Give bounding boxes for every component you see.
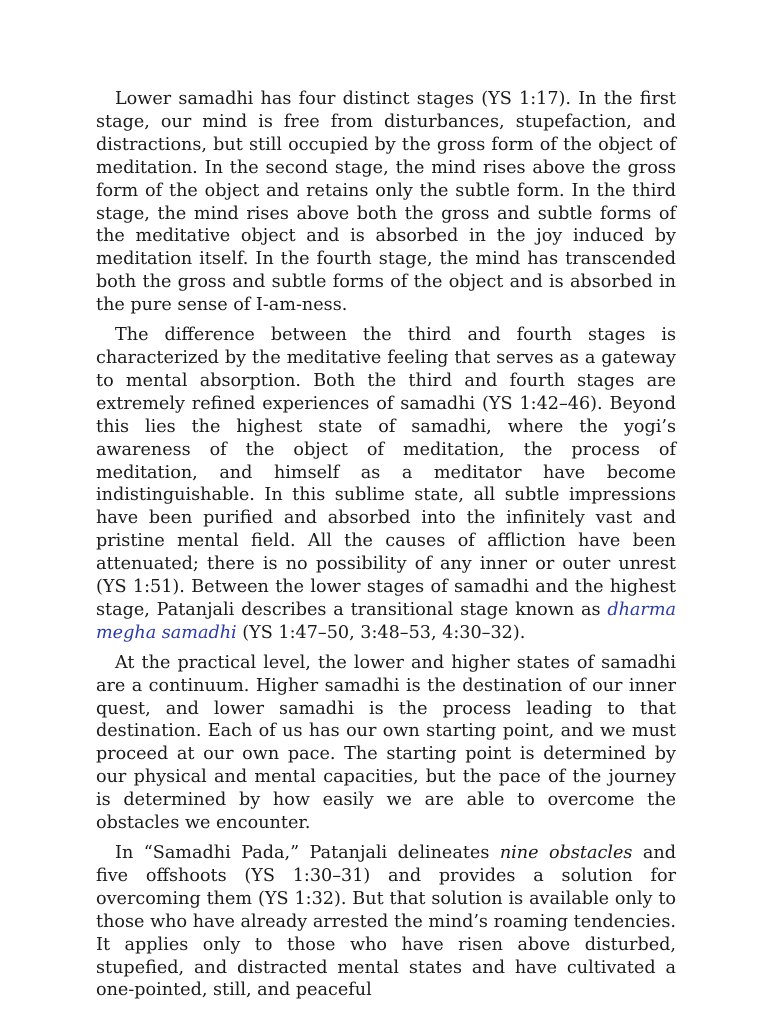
paragraph-text-after: and five offshoots (YS 1:30–31) and provides a solution for overcoming them (YS 1:32). But that solution is available only to those who have already arrested the mind’s roaming tendencies. It applies only to those who have risen above disturbed, stupefied, and distracted mental states and have cultivated a one-pointed, still, and peaceful xyxy=(96,843,676,1001)
paragraph-practical-level: At the practical level, the lower and higher states of samadhi are a continuum. Higher samadhi is the destination of our inner quest, and lower samadhi is the process leading to that destination. Each of us has our own starting point, and we must proceed at our own pace. The starting point is determined by our physical and mental capacities, but the pace of the journey is determined by how easily we are able to overcome the obstacles we encounter. xyxy=(96,652,676,834)
paragraph-samadhi-pada xyxy=(96,842,676,1002)
page-body xyxy=(96,88,676,1009)
paragraph-text-after: (YS 1:47–50, 3:48–53, 4:30–32). xyxy=(236,622,526,643)
paragraph-text-before: In “Samadhi Pada,” Patanjali delineates xyxy=(115,843,500,863)
dharma-megha-samadhi-link[interactable]: dharma megha samadhi xyxy=(96,599,676,643)
paragraph-text-before: The difference between the third and fourth stages is characterized by the meditative feeling that serves as a gateway to mental absorption. Both the third and fourth stages are extremely refined experiences of samadhi (YS 1:42–46). Beyond this lies the highest state of samadhi, where the yogi’s awareness of the object of meditation, the process of meditation, and himself as a meditator have become indistinguishable. In this sublime state, all subtle impressions have been purified and absorbed into the infinitely vast and pristine mental field. All the causes of affliction have been attenuated; there is no possibility of any inner or outer unrest (YS 1:51). Between the lower stages of samadhi and the highest stage, Patanjali describes a transitional stage known as xyxy=(96,325,676,620)
paragraph-lower-samadhi-stages: Lower samadhi has four distinct stages (YS 1:17). In the first stage, our mind is free from disturbances, stupefaction, and distractions, but still occupied by the gross form of the object of meditation. In the second stage, the mind rises above the gross form of the object and retains only the subtle form. In the third stage, the mind rises above both the gross and subtle forms of the meditative object and is absorbed in the joy induced by meditation itself. In the fourth stage, the mind has transcended both the gross and subtle forms of the object and is absorbed in the pure sense of I-am-ness. xyxy=(96,89,676,316)
paragraph-third-fourth-stages xyxy=(96,324,676,645)
nine-obstacles-term: nine obstacles xyxy=(499,843,633,863)
